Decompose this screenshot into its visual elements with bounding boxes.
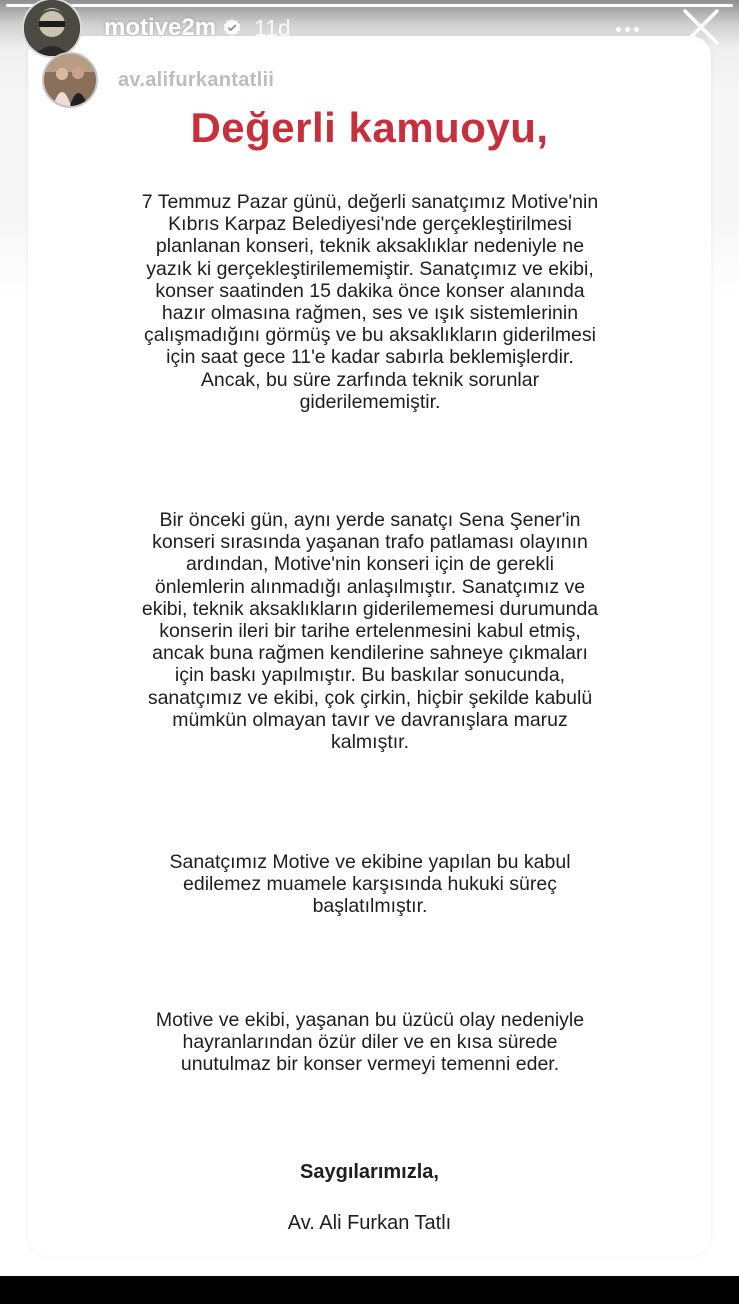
mention-avatar[interactable] [42, 52, 98, 108]
more-dot [625, 27, 630, 32]
mention-row[interactable] [42, 52, 274, 108]
more-dot [634, 27, 639, 32]
profile-avatar[interactable] [22, 0, 82, 58]
paragraph-2: Bir önceki gün, aynı yerde sanatçı Sena Şener'in konseri sırasında yaşanan trafo patlaması olayının ardından, Motive'nin konseri için de gerekli önlemlerin alınmadığı anlaşılmıştır. Sanatçımız ve ekibi, teknik aksaklıkların giderilememesi durumunda konserin ileri bir tarihe ertelenmesini kabul etmiş, ancak buna rağmen kendilerine sahneye çıkmaları için baskı yapılmıştır. Bu baskılar sonucunda, sanatçımız ve ekibi, çok çirkin, hiçbir şekilde kabulü mümkün olmayan tavır ve davranışlara maruz kalmıştır. [141, 509, 599, 754]
mention-username[interactable]: av.alifurkantatlii [118, 68, 275, 91]
paragraph-4: Motive ve ekibi, yaşanan bu üzücü olay nedeniyle hayranlarından özür diler ve en kısa sürede unutulmaz bir konser vermeyi temenni eder. [155, 1009, 585, 1076]
story-header [22, 0, 291, 56]
signature: Av. Ali Furkan Tatlı [287, 1212, 452, 1234]
more-options-icon[interactable] [612, 14, 642, 44]
document-headline: Değerli kamuoyu, [190, 104, 549, 151]
more-dot [616, 27, 621, 32]
mention-avatar-image-icon [44, 54, 96, 106]
paragraph-3: Sanatçımız Motive ve ekibine yapılan bu kabul edilemez muamele karşısında hukuki süreç başlatılmıştır. [169, 851, 571, 918]
close-icon[interactable] [682, 8, 720, 46]
avatar-image-icon [24, 0, 80, 56]
bottom-bar [0, 1276, 739, 1304]
closing-line: Saygılarımızla, [300, 1161, 439, 1183]
verified-badge-icon [222, 18, 242, 38]
paragraph-1: 7 Temmuz Pazar günü, değerli sanatçımız Motive'nin Kıbrıs Karpaz Belediyesi'nde gerçekleştirilmesi planlanan konseri, teknik aksaklıklar nedeniyle ne yazık ki gerçekleştirilememiştir. Sanatçımız ve ekibi, konser saatinden 15 dakika önce konser alanında hazır olmasına rağmen, ses ve ışık sistemlerinin çalışmadığını görmüş ve bu aksaklıkların giderilmesi için saat gece 11'e kadar sabırla beklemişlerdir. Ancak, bu süre zarfında teknik sorunlar giderilememiştir. [141, 191, 599, 413]
story-username[interactable]: motive2m [104, 14, 217, 41]
story-timestamp: 11d [254, 14, 291, 41]
